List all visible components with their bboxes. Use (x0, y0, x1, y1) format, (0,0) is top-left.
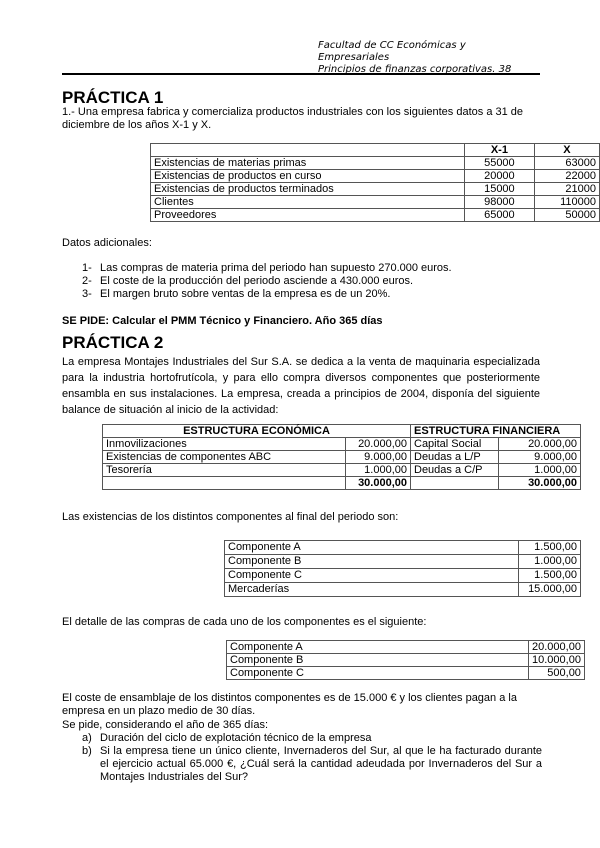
page-header (318, 40, 558, 73)
table-cell: 1.500,00 (519, 541, 581, 555)
datos-list (82, 262, 542, 301)
list-text: El coste de la producción del periodo asciende a 430.000 euros. (100, 275, 414, 287)
list-item (82, 262, 542, 275)
table-cell: 110000 (534, 196, 599, 209)
table-row (103, 451, 581, 464)
datos-adicionales-label: Datos adicionales: (62, 237, 152, 249)
column-header: X-1 (464, 144, 534, 157)
table-cell: Inmovilizaciones (103, 438, 346, 451)
balance-table (102, 424, 581, 490)
table-cell: Capital Social (411, 438, 499, 451)
table-cell: Existencias de materias primas (151, 157, 465, 170)
table-cell: 15.000,00 (519, 583, 581, 597)
table-cell: Componente B (225, 555, 519, 569)
table-row (225, 583, 581, 597)
column-header: X (534, 144, 599, 157)
table-cell: 22000 (534, 170, 599, 183)
table-cell: 1.000,00 (346, 464, 411, 477)
table-cell: 20.000,00 (346, 438, 411, 451)
header-line: Facultad de CC Económicas y (318, 40, 466, 51)
table-cell: Proveedores (151, 209, 465, 222)
list-text: El margen bruto sobre ventas de la empresa es de un 20%. (100, 288, 391, 300)
table-cell: Existencias de productos en curso (151, 170, 465, 183)
existencias-table (224, 540, 581, 597)
table-row (227, 654, 585, 667)
table-header-row (151, 144, 600, 157)
table-row (227, 667, 585, 680)
table-header-row (103, 425, 581, 438)
list-item (82, 732, 542, 745)
list-item (82, 745, 542, 784)
table-cell: 15000 (464, 183, 534, 196)
compras-table (226, 640, 585, 680)
table-row (227, 641, 585, 654)
table-cell: 1.000,00 (519, 555, 581, 569)
table-cell: 20.000,00 (499, 438, 581, 451)
table-cell: Tesorería (103, 464, 346, 477)
table-cell: 55000 (464, 157, 534, 170)
list-number: 1- (82, 262, 92, 274)
table-cell: Existencias de componentes ABC (103, 451, 346, 464)
table-cell: Mercaderías (225, 583, 519, 597)
table-cell: 1.500,00 (519, 569, 581, 583)
totals-row (103, 477, 581, 490)
header-rule (62, 73, 540, 75)
table-cell: 50000 (534, 209, 599, 222)
list-text: Las compras de materia prima del periodo han supuesto 270.000 euros. (100, 262, 452, 274)
existencias-label: Las existencias de los distintos componentes al final del periodo son: (62, 511, 399, 523)
table-cell: Componente B (227, 654, 529, 667)
table-cell: Existencias de productos terminados (151, 183, 465, 196)
table-cell: Componente C (225, 569, 519, 583)
list-text: Si la empresa tiene un único cliente, Invernaderos del Sur, al que le ha facturado durante el ejercicio actual 65.000 €, ¿Cuál será la cantidad adeudada por Invernaderos del Sur a Montajes Industriales del Sur? (100, 745, 542, 783)
table-cell: Componente C (227, 667, 529, 680)
column-header: ESTRUCTURA ECONÓMICA (103, 425, 411, 438)
practica-1-intro: 1.- Una empresa fabrica y comercializa productos industriales con los siguientes datos a 31 de diciembre de los años X-1 y X. (62, 106, 524, 131)
header-line: Principios de finanzas corporativas. 38 (318, 64, 512, 73)
table-cell: 1.000,00 (499, 464, 581, 477)
practica-2-title: PRÁCTICA 2 (62, 333, 164, 352)
table-cell: 63000 (534, 157, 599, 170)
table-row (151, 196, 600, 209)
list-number: 3- (82, 288, 92, 300)
header-line: Empresariales (318, 52, 390, 63)
table-cell: 65000 (464, 209, 534, 222)
table-cell: Clientes (151, 196, 465, 209)
table-cell: 21000 (534, 183, 599, 196)
table-cell: 20000 (464, 170, 534, 183)
practica-1-se-pide: SE PIDE: Calcular el PMM Técnico y Financiero. Año 365 días (62, 315, 383, 327)
table-cell: 500,00 (529, 667, 585, 680)
table-row (151, 157, 600, 170)
table-row (151, 209, 600, 222)
table-row (103, 438, 581, 451)
coste-paragraph: El coste de ensamblaje de los distintos componentes es de 15.000 € y los clientes pagan a la empresa en un plazo medio de 30 días. (62, 692, 517, 717)
table-cell (411, 477, 499, 490)
table-cell (103, 477, 346, 490)
table-cell: Componente A (225, 541, 519, 555)
table-row (151, 183, 600, 196)
list-number: 2- (82, 275, 92, 287)
list-text: Duración del ciclo de explotación técnico de la empresa (100, 732, 372, 744)
table-row (103, 464, 581, 477)
table-cell: 98000 (464, 196, 534, 209)
column-header (151, 144, 465, 157)
se-pide-label: Se pide, considerando el año de 365 días: (62, 719, 269, 731)
table-cell: 20.000,00 (529, 641, 585, 654)
table-cell: Deudas a C/P (411, 464, 499, 477)
list-letter: a) (82, 732, 92, 744)
total-cell: 30.000,00 (346, 477, 411, 490)
practica-1-title: PRÁCTICA 1 (62, 88, 164, 107)
total-cell: 30.000,00 (499, 477, 581, 490)
table-row (151, 170, 600, 183)
table-row (225, 541, 581, 555)
table-cell: Deudas a L/P (411, 451, 499, 464)
preguntas-list (82, 732, 542, 784)
list-letter: b) (82, 745, 92, 757)
list-item (82, 288, 542, 301)
data-table-1 (150, 143, 600, 222)
list-item (82, 275, 542, 288)
table-cell: 9.000,00 (346, 451, 411, 464)
column-header: ESTRUCTURA FINANCIERA (411, 425, 581, 438)
table-cell: 10.000,00 (529, 654, 585, 667)
practica-2-intro: La empresa Montajes Industriales del Sur S.A. se dedica a la venta de maquinaria especializada para la industria hortofrutícola, y para ello compra diversos componentes que posteriormente ensambla en sus instalaciones. La empresa, creada a principios de 2004, disponía del siguiente balance de situación al inicio de la actividad: (62, 356, 540, 416)
table-cell: Componente A (227, 641, 529, 654)
compras-label: El detalle de las compras de cada uno de los componentes es el siguiente: (62, 616, 427, 628)
table-row (225, 569, 581, 583)
table-row (225, 555, 581, 569)
table-cell: 9.000,00 (499, 451, 581, 464)
